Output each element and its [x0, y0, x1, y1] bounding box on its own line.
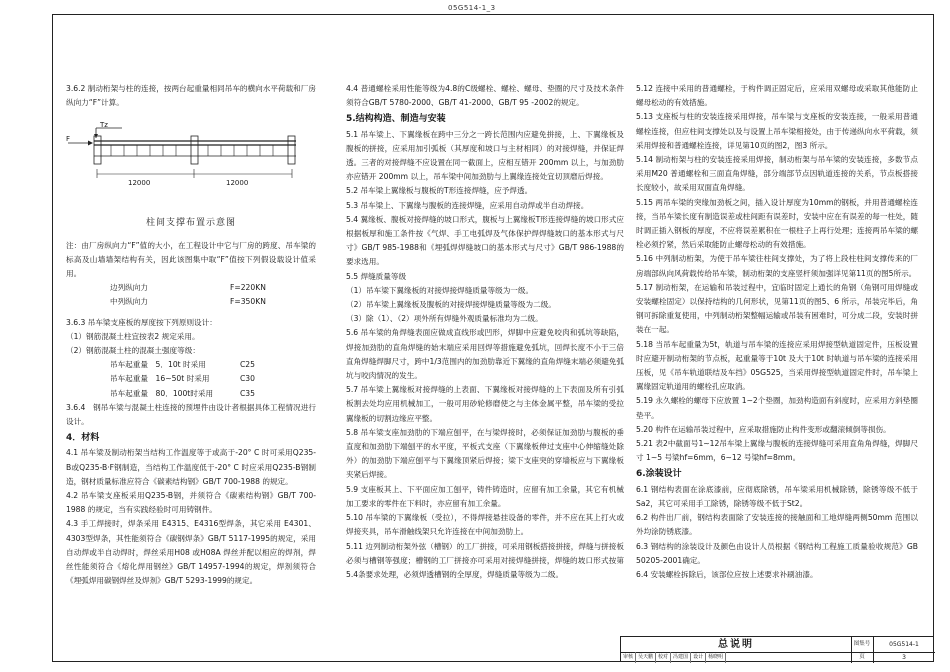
- para-5-8: 5.8 吊车梁支座加劲肋的下端应刨平，在与梁焊接时，必须保证加劲肋与腹板的垂直度和加劲肋下端刨平的水平度，平板式支座（下翼缘板伸过支座中心伸缩缝处除外）的加劲肋下端应刨平与下翼缘顶紧后焊接；梁下支座突的穿墙板应与下翼缘板夹紧后焊接。: [346, 427, 624, 480]
- grade-row: 吊车起重量 80．100t时采用 C35: [110, 388, 255, 398]
- page-label: 页: [851, 652, 874, 663]
- para-5-20: 5.20 构件在运输吊装过程中，应采取措施防止构件变形或翻滚倾倒等损伤。: [636, 424, 891, 434]
- para-4-1: 4.1 吊车梁及制动桁架当结构工作温度等于或高于-20° C 时可采用Q235-B或Q235-B·F钢制造，当结构工作温度低于-20° C 时应采用Q235-B钢制造，钢材质量标准应符合《碳素结构钢》GB/T 700-1988 的规定。: [66, 448, 316, 486]
- para-5-19: 5.19 永久螺栓的螺母下应放置 1~2个垫圈，加劲构造面有斜度时，应采用方斜垫圈垫平。: [636, 396, 918, 420]
- para-3-6-2: 3.6.2 制动桁架与柱的连接，按两台起重量相同吊车的横向水平荷载和厂房纵向力“F”计算。: [66, 84, 316, 108]
- grade-row: 吊车起重量 5．10t 时采用 C25: [110, 360, 255, 370]
- para-5-18: 5.18 当吊车起重量为5t，轨道与吊车梁的连接应采用焊接型轨道固定件，压板设置时应避开制动桁架的节点板，起重量等于10t 及大于10t 时轨道与吊车梁的连接采用压板，见《吊车轨道联结及车挡》05G525，当采用焊接型轨道固定件时，吊车梁上翼缘固定轨道用的螺栓孔应取消。: [636, 339, 918, 392]
- atlas-number: 05G514-1: [873, 637, 935, 653]
- para-5-11: 5.11 边列制动桁架外弦（槽钢）的工厂拼接，可采用钢板搭接拼接，焊缝与拼接板必须与槽钢等强度；槽钢的工厂拼接亦可采用对接焊缝拼接，焊缝的坡口形式按第5.4条要求处理，必须焊透槽钢的全厚度，焊缝质量等级为二级。: [346, 541, 624, 579]
- para-6-1: 6.1 钢结构表面在涂底漆前，应彻底除锈，吊车梁采用机械除锈，除锈等级不低于Sa2，其它可采用手工除锈，除锈等级不低于St2。: [636, 484, 918, 508]
- drawing-title: 总说明: [621, 637, 852, 653]
- para-5-10: 5.10 吊车梁的下翼缘板（受拉），不得焊接悬挂设备的零件，并不应在其上打火或焊接夹具，吊车滑触线架只允许连接在中间加劲肋上。: [346, 513, 624, 537]
- section-heading-4: 4．材料: [66, 433, 100, 444]
- sign-cell: 设计: [691, 652, 706, 663]
- span-dimension-2: 12000: [226, 179, 249, 188]
- force-f-label: F: [66, 135, 71, 144]
- para-3-6-3-a: （1）钢筋混凝土柱宜按表2 规定采用。: [66, 331, 200, 341]
- para-4-3: 4.3 手工焊接时，焊条采用 E4315、E4316型焊条，其它采用 E4301、4303型焊条，其性能须符合《碳钢焊条》GB/T 5117-1995的规定，采用自动焊或半自动焊时，焊丝采用H08 或H08A 焊丝并配以相应的焊剂，焊丝性能须符合《熔化焊用钢丝》GB/T 14957-1994的规定，焊剂须符合《埋弧焊用碳钢焊丝及焊剂》GB/T 5293-1999的规定。: [66, 519, 316, 586]
- force-row: 边列纵向力 F=220KN: [110, 283, 266, 293]
- para-5-5-c: （3）除（1）、（2）项外所有焊缝外观质量标准均为二级。: [346, 314, 543, 324]
- para-4-4: 4.4 普通螺栓采用性能等级为4.8的C级螺栓、螺栓、螺母、垫圈的尺寸及技术条件须符合GB/T 5780-2000、GB/T 41-2000、GB/T 95 -2002的规定。: [346, 84, 624, 108]
- section-heading-5: 5.结构构造、制造与安装: [346, 114, 446, 125]
- sign-cell: 杨晓明: [706, 652, 726, 663]
- page-number: 3: [902, 654, 906, 661]
- para-5-13: 5.13 支座板与柱的安装连接采用焊接，吊车梁与支座板的安装连接，一般采用普通螺栓连接，但应柱间支撑处以及与设置上吊车梁相接处，由于传递纵向水平荷载，须采用焊接和普通螺栓连接，详见第10页的图2，图3 所示。: [636, 112, 918, 150]
- para-6-3: 6.3 钢结构的涂装设计及颜色由设计人员根据《钢结构工程施工质量验收规范》GB 50205-2001确定。: [636, 541, 918, 565]
- sign-cell: 审核: [621, 652, 636, 663]
- page-id: 05G514-1_3: [448, 4, 496, 12]
- para-5-17: 5.17 制动桁架，在运输和吊装过程中，宜临时固定上通长的角钢（角钢可用焊缝或安装螺栓固定）以保持结构的几何形状，见第11页的图5、6 所示，吊装完毕后，角钢可拆除重复使用，中列制动桁架整幅运输或吊装有困难时，可分成二段，安装时拼装在一起。: [636, 282, 918, 335]
- para-5-14: 5.14 制动桁架与柱的安装连接采用焊接，制动桁架与吊车梁的安装连接，多数节点采用M20 普通螺栓和三面直角焊缝，部分端部节点因轨道连接的关系，节点板搭接长度较小，故采用双面直角焊缝。: [636, 155, 918, 193]
- para-5-21: 5.21 表2中截面号1~12吊车梁上翼缘与腹板的连接焊缝可采用直角角焊缝，焊脚尺寸 1~5 号梁hf=6mm，6~12 号梁hf=8mm。: [636, 439, 918, 463]
- section-heading-6: 6.涂装设计: [636, 469, 682, 480]
- para-5-4: 5.4 翼缘板、腹板对接焊缝的坡口形式，腹板与上翼缘板T形连接焊缝的坡口形式应根据板厚和施工条件按《气焊、手工电弧焊及气体保护焊焊缝坡口的基本形式与尺寸》GB/T 985-1988和《埋弧焊焊缝坡口的基本形式与尺寸》GB/T 986-1988的要求选用。: [346, 214, 624, 267]
- para-5-9: 5.9 支座板其上、下平面应加工刨平，铸件铸造时，应留有加工余量，其它有机械加工要求的零件在下料时，亦应留有加工余量。: [346, 484, 624, 508]
- grade-row: 吊车起重量 16~50t 时采用 C30: [110, 374, 255, 384]
- para-4-2: 4.2 吊车梁支座板采用Q235-B钢，并须符合《碳素结构钢》GB/T 700-1988 的规定，当有实践经验时可用铸钢件。: [66, 491, 316, 515]
- sign-cell: 冯建国: [671, 652, 691, 663]
- force-tz-label: Tz: [100, 121, 108, 130]
- diagram-caption: 柱间支撑布置示意图: [145, 218, 236, 229]
- para-5-1: 5.1 吊车梁上、下翼缘板在跨中三分之一跨长范围内应避免拼接，上、下翼缘板及腹板的拼接，应采用加引弧板（其厚度和坡口与主材相同）的对接焊缝，并保证焊透。三者的对接焊缝不应设置在同一截面上，应相互错开 200mm 以上，与加劲肋亦应错开 200mm 以上，吊车梁中间加劲肋与上翼缘连接处宜切顶磨后焊接。: [346, 129, 624, 182]
- para-6-2: 6.2 构件出厂前，钢结构表面除了安装连接的接触面和工地焊缝两侧50mm 范围以外均涂防锈底漆。: [636, 513, 918, 537]
- bracing-diagram: [66, 114, 316, 210]
- para-5-2: 5.2 吊车梁上翼缘板与腹板的T形连接焊缝，应予焊透。: [346, 186, 533, 196]
- para-6-4: 6.4 安装螺栓拆除后，该部位应按上述要求补刷油漆。: [636, 569, 818, 579]
- para-5-6: 5.6 吊车梁的角焊缝表面应做成直线形或凹形，焊脚中应避免咬肉和弧坑等缺陷，焊接加劲肋的直角焊缝的始末端应采用回焊等措施避免弧坑，回焊长度不小于三倍直角焊缝焊脚尺寸，跨中1/3范围内的加劲肋靠近下翼缘的直角焊缝末端必须避免弧坑与咬肉情况的发生。: [346, 328, 624, 381]
- para-5-7: 5.7 吊车梁上翼缘板对接焊缝的上表面、下翼缘板对接焊缝的上下表面及所有引弧板割去处均应用机械加工，一般可用砂轮修磨使之与主体金属平整，吊车梁的受拉翼缘板的切割边缘应平整。: [346, 385, 624, 423]
- span-dimension-1: 12000: [128, 179, 151, 188]
- column-2: [346, 82, 624, 582]
- para-3-6-4: 3.6.4 钢吊车梁与混凝土柱连接的预埋件由设计者根据具体工程情况进行设计。: [66, 402, 316, 427]
- sign-cell: 校对: [656, 652, 671, 663]
- para-3-6-3: 3.6.3 吊车梁支座板的厚度按下列原则设计：: [66, 317, 217, 327]
- note-paragraph: 注：由厂房纵向力“F”值的大小，在工程设计中它与厂房的跨度、吊车梁的标高及山墙墙架结构有关，因此该图集中取“F”值按下列假设载设计值采用。: [66, 240, 316, 279]
- para-5-5-b: （2）吊车梁上翼缘板及腹板的对接焊接焊缝质量等级为二级。: [346, 300, 556, 310]
- force-row: 中列纵向力 F=350KN: [110, 297, 266, 307]
- sign-cell: 吴天鹏: [636, 652, 656, 663]
- para-5-5: 5.5 焊缝质量等级: [346, 271, 407, 281]
- atlas-label: 图集号: [851, 637, 874, 653]
- signature-row: [621, 652, 852, 663]
- para-5-16: 5.16 中列制动桁架，为使于吊车梁往柱间支撑处，为了将上段柱柱间支撑传来的厂房端部纵向风荷载传给吊车梁，制动桁架的支座竖杆须加强详见第11页的图5所示。: [636, 254, 918, 278]
- para-5-15: 5.15 两吊车梁的突缘加劲板之间，插入设计厚度为10mm的钢板，并用普通螺栓连接，当吊车梁长度有制造误差或柱间距有误差时，安装中应在有误差的每一柱处，随时调正插入钢板的厚度，不应将误差累积在一根柱子上再行处理；连接两吊车梁的螺栓必须拧紧，然后采取能防止螺母松动的有效措施。: [636, 197, 918, 250]
- para-5-12: 5.12 连接中采用的普通螺栓，于构件调正固定后，应采用双螺母或采取其他能防止螺母松动的有效措施。: [636, 84, 918, 108]
- force-table: [66, 281, 316, 309]
- para-5-5-a: （1）吊车梁下翼缘板的对接焊接焊缝质量等级为一级。: [346, 285, 534, 295]
- para-5-3: 5.3 吊车梁上、下翼缘与腹板的连接焊缝，应采用自动焊或半自动焊接。: [346, 200, 589, 210]
- concrete-grade-table: [66, 358, 316, 401]
- para-3-6-3-b: （2）钢筋混凝土柱的混凝土强度等级：: [66, 346, 200, 356]
- title-block: [620, 636, 934, 662]
- column-3: [636, 82, 918, 582]
- column-1: [66, 82, 316, 588]
